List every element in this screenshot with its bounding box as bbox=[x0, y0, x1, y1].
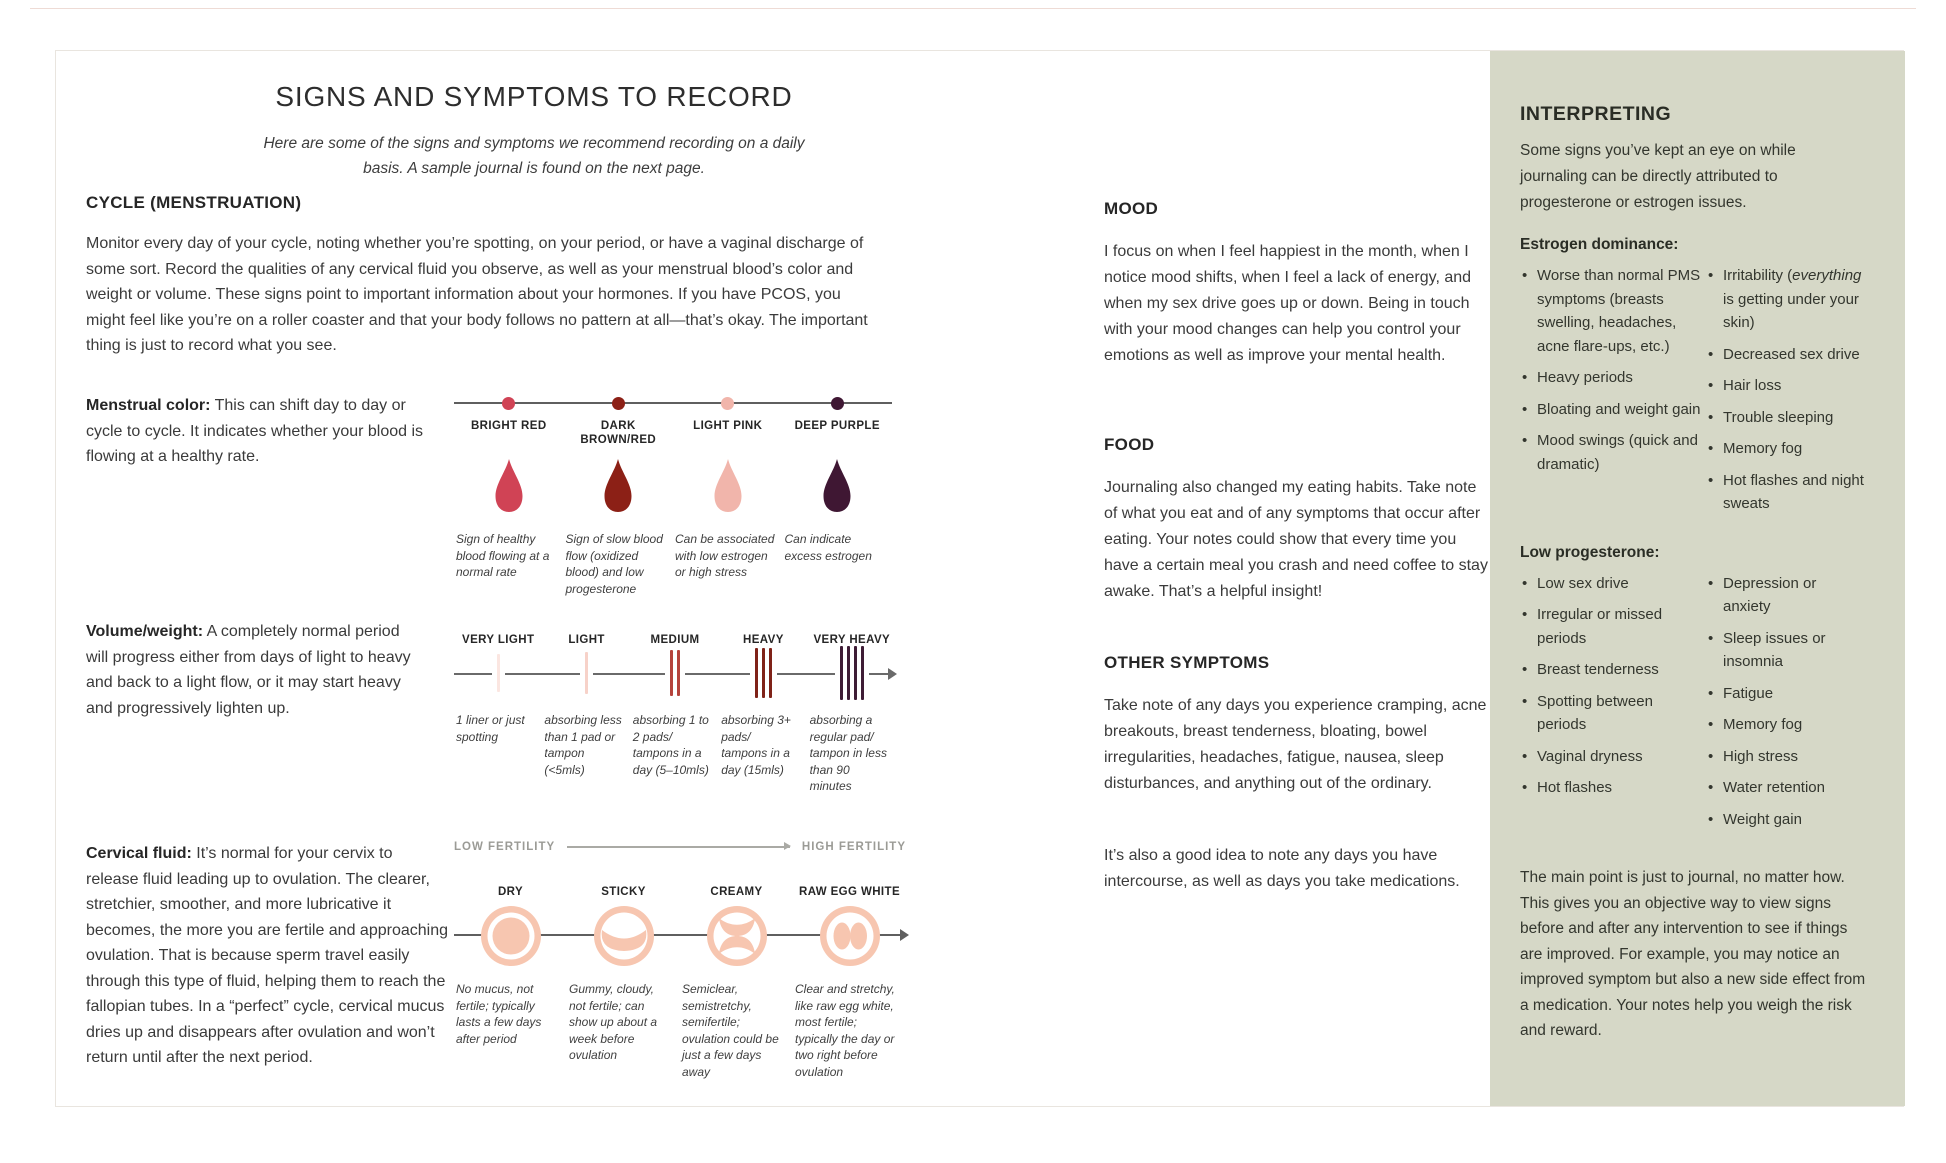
bullet-item: • Hot flashes and night sweats bbox=[1706, 469, 1867, 516]
section-heading-cycle: CYCLE (MENSTRUATION) bbox=[86, 193, 302, 212]
cycle-intro-paragraph: Monitor every day of your cycle, noting whether you’re spotting, on your period, or have a vaginal discharge of some sort. Record the qualities of any cervical fluid you observe, as well as your menstrual blood’s color and weight or volume. These signs point to important information about your hormones. If you have PCOS, you might feel like you’re on a roller coaster and that your body follows no pattern at all—that’s okay. The important thing is just to record what you see. bbox=[86, 235, 868, 354]
volume-scale-description: absorbing 3+ pads/ tampons in a day (15mls) bbox=[721, 713, 791, 777]
bullet-item: • Fatigue bbox=[1706, 682, 1867, 706]
volume-scale-description: 1 liner or just spotting bbox=[456, 713, 525, 744]
volume-scale-description: absorbing 1 to 2 pads/ tampons in a day (5–10mls) bbox=[632, 713, 709, 777]
volume-scale-description: absorbing a regular pad/ tampon in less than 90 minutes bbox=[809, 713, 887, 793]
section-heading-mood: MOOD bbox=[1104, 199, 1159, 218]
other-symptoms-paragraph-1: Take note of any days you experience cramping, acne breakouts, breast tenderness, bloating, bowel irregularities, headaches, fatigue, nausea, sleep disturbances, and anything out of the ordinary. bbox=[1104, 697, 1487, 792]
volume-scale-columns bbox=[454, 613, 896, 795]
page-title: SIGNS AND SYMPTOMS TO RECORD bbox=[275, 81, 793, 112]
fluid-scale-label: CREAMY bbox=[710, 886, 763, 898]
volume-scale-diagram bbox=[454, 613, 896, 795]
color-scale-description: Can be associated with low estrogen or high stress bbox=[675, 532, 775, 579]
volume-scale-label: VERY HEAVY bbox=[813, 634, 891, 646]
blood-drop-icon bbox=[711, 457, 745, 515]
bullet-item: • Low sex drive bbox=[1520, 572, 1702, 596]
fluid-scale-description: No mucus, not fertile; typically lasts a few days after period bbox=[456, 982, 542, 1046]
cervical-fluid-diagram bbox=[454, 839, 906, 1080]
menstrual-color-text bbox=[86, 393, 438, 470]
estrogen-dominance-heading: Estrogen dominance: bbox=[1520, 236, 1679, 253]
color-scale-description: Can indicate excess estrogen bbox=[784, 532, 872, 563]
page-top-rule bbox=[30, 8, 1916, 9]
volume-scale-item bbox=[631, 613, 719, 795]
volume-tick-bar bbox=[840, 646, 843, 700]
fluid-scale-columns bbox=[454, 863, 906, 1080]
volume-scale-label: HEAVY bbox=[743, 634, 784, 646]
cervical-fluid-desc: It’s normal for your cervix to release fluid leading up to ovulation. The clearer, stretchier, smoother, and more lubricative it becomes, the more you are fertile and approaching ovulation. That is because sperm travel easily through this type of fluid, helping them to reach the fallopian tubes. In a “perfect” cycle, cervical mucus dries up and disappears after ovulation and won’t return until after the next period. bbox=[86, 845, 448, 1066]
volume-marker-row bbox=[492, 647, 505, 699]
fluid-scale-item bbox=[567, 863, 680, 1080]
bullet-item: • Vaginal dryness bbox=[1520, 745, 1702, 769]
bullet-item: • Weight gain bbox=[1706, 808, 1867, 832]
fluid-scale-label: RAW EGG WHITE bbox=[798, 886, 901, 898]
progesterone-list-col2 bbox=[1706, 572, 1867, 840]
volume-tick-bar bbox=[847, 646, 850, 700]
volume-tick-bar bbox=[497, 654, 500, 692]
dry-icon bbox=[480, 901, 542, 971]
fertility-arrow-icon bbox=[567, 846, 790, 848]
fluid-scale-label: DRY bbox=[497, 886, 524, 898]
volume-weight-desc: A completely normal period will progress either from days of light to heavy and back to a light flow, or it may start heavy and progressively lighten up. bbox=[86, 623, 411, 717]
blood-drop-icon bbox=[601, 457, 635, 515]
bullet-item: • Breast tenderness bbox=[1520, 658, 1702, 682]
menstrual-color-label: Menstrual color: bbox=[86, 397, 211, 414]
bullet-item: • Depression or anxiety bbox=[1706, 572, 1867, 619]
volume-scale-item bbox=[719, 613, 807, 795]
fluid-scale-description: Gummy, cloudy, not fertile; can show up about a week before ovulation bbox=[569, 982, 658, 1062]
high-fertility-label: HIGH FERTILITY bbox=[801, 841, 906, 853]
fertility-scale-header bbox=[454, 839, 906, 855]
color-scale-dot-icon bbox=[502, 397, 515, 410]
section-heading-food: FOOD bbox=[1104, 435, 1155, 454]
color-scale-label: LIGHT PINK bbox=[693, 420, 763, 432]
volume-tick-bar bbox=[861, 646, 864, 700]
volume-tick-bar bbox=[755, 648, 758, 698]
low-progesterone-heading: Low progesterone: bbox=[1520, 543, 1660, 561]
fluid-scale-item bbox=[454, 863, 567, 1080]
volume-tick-icon bbox=[665, 650, 685, 696]
volume-tick-bar bbox=[585, 652, 588, 694]
fluid-scale-item bbox=[680, 863, 793, 1080]
bullet-item: • Memory fog bbox=[1706, 713, 1867, 737]
color-scale-item bbox=[454, 389, 564, 597]
food-paragraph: Journaling also changed my eating habits. Take note of what you eat and of any symptoms that occur after eating. Your notes could show that every time you have a certain meal you crash and need coffee to stay awake. That’s a helpful insight! bbox=[1104, 479, 1488, 600]
cervical-fluid-text bbox=[86, 841, 448, 1071]
volume-scale-label: LIGHT bbox=[568, 634, 605, 646]
bullet-item: • Trouble sleeping bbox=[1706, 406, 1867, 430]
color-scale-label: DEEP PURPLE bbox=[794, 420, 880, 432]
volume-scale-item bbox=[808, 613, 896, 795]
volume-tick-bar bbox=[670, 650, 673, 696]
menstrual-color-desc: This can shift day to day or cycle to cycle. It indicates whether your blood is flowing at a healthy rate. bbox=[86, 397, 424, 465]
page-card bbox=[55, 50, 1904, 1107]
sticky-icon bbox=[593, 901, 655, 971]
mood-paragraph: I focus on when I feel happiest in the month, when I notice mood shifts, when I feel a lack of energy, and when my sex drive goes up or down. Being in touch with your mood changes can help you control your emotions as well as improve your mental health. bbox=[1104, 243, 1472, 364]
estrogen-dominance-lists bbox=[1520, 264, 1867, 524]
fluid-scale-description: Semiclear, semistretchy, semifertile; ovulation could be just a few days away bbox=[682, 982, 779, 1079]
fluid-scale-description: Clear and stretchy, like raw egg white, most fertile; typically the day or two right before ovulation bbox=[795, 982, 895, 1079]
volume-tick-bar bbox=[677, 650, 680, 696]
sidebar-outro: The main point is just to journal, no matter how. This gives you an objective way to view signs before and after any intervention to see if things are improved. For example, you may notice an improved symptom but also a new side effect from a medication. Your notes help you weigh the risk and reward. bbox=[1520, 869, 1866, 1039]
bullet-item: • Water retention bbox=[1706, 776, 1867, 800]
bullet-item: • Irregular or missed periods bbox=[1520, 603, 1702, 650]
creamy-icon bbox=[706, 901, 768, 971]
color-scale-item bbox=[783, 389, 893, 597]
estrogen-list-col2 bbox=[1706, 264, 1867, 524]
bullet-item: • Spotting between periods bbox=[1520, 690, 1702, 737]
volume-marker-row bbox=[750, 647, 777, 699]
volume-tick-bar bbox=[854, 646, 857, 700]
section-heading-other-symptoms: OTHER SYMPTOMS bbox=[1104, 653, 1270, 672]
volume-tick-icon bbox=[580, 652, 593, 694]
volume-scale-label: MEDIUM bbox=[650, 634, 700, 646]
volume-scale-label: VERY LIGHT bbox=[462, 634, 535, 646]
egg-white-icon bbox=[819, 901, 881, 971]
page-subtitle: Here are some of the signs and symptoms we recommend recording on a daily basis. A sample journal is found on the next page. bbox=[263, 135, 805, 177]
bullet-item: • Irritability (everything is getting under your skin) bbox=[1706, 264, 1867, 335]
color-scale-item bbox=[564, 389, 674, 597]
volume-weight-text bbox=[86, 619, 426, 721]
volume-scale-description: absorbing less than 1 pad or tampon (<5mls) bbox=[544, 713, 622, 777]
volume-scale-item bbox=[542, 613, 630, 795]
blood-drop-icon bbox=[492, 457, 526, 515]
color-scale-label: DARK BROWN/RED bbox=[580, 420, 657, 446]
color-scale-dot-icon bbox=[831, 397, 844, 410]
volume-tick-icon bbox=[750, 648, 777, 698]
other-symptoms-paragraph-2: It’s also a good idea to note any days you have intercourse, as well as days you take medications. bbox=[1104, 847, 1460, 890]
bullet-item: • Bloating and weight gain bbox=[1520, 398, 1702, 422]
fluid-scale-label: STICKY bbox=[601, 886, 646, 898]
volume-marker-row bbox=[835, 647, 869, 699]
bullet-item: • Memory fog bbox=[1706, 437, 1867, 461]
bullet-item: • Decreased sex drive bbox=[1706, 343, 1867, 367]
bullet-item: • Heavy periods bbox=[1520, 366, 1702, 390]
bullet-item: • Mood swings (quick and dramatic) bbox=[1520, 429, 1702, 476]
color-scale-dot-icon bbox=[721, 397, 734, 410]
color-scale-dot-icon bbox=[612, 397, 625, 410]
progesterone-list-col1 bbox=[1520, 572, 1702, 840]
menstrual-color-diagram bbox=[454, 389, 892, 597]
color-scale-description: Sign of healthy blood flowing at a normal rate bbox=[456, 532, 550, 579]
volume-scale-item bbox=[454, 613, 542, 795]
volume-marker-row bbox=[665, 647, 685, 699]
cervical-fluid-label: Cervical fluid: bbox=[86, 845, 192, 862]
low-progesterone-lists bbox=[1520, 572, 1867, 840]
estrogen-list-col1 bbox=[1520, 264, 1702, 524]
bullet-item: • Worse than normal PMS symptoms (breasts swelling, headaches, acne flare-ups, etc.) bbox=[1520, 264, 1702, 358]
bullet-item: • High stress bbox=[1706, 745, 1867, 769]
volume-tick-icon bbox=[492, 654, 505, 692]
volume-tick-icon bbox=[835, 646, 869, 700]
sidebar-heading: INTERPRETING bbox=[1520, 103, 1672, 125]
sidebar-intro: Some signs you’ve kept an eye on while journaling can be directly attributed to progesterone or estrogen issues. bbox=[1520, 142, 1796, 211]
volume-tick-bar bbox=[762, 648, 765, 698]
blood-drop-icon bbox=[820, 457, 854, 515]
color-scale-description: Sign of slow blood flow (oxidized blood) and low progesterone bbox=[565, 532, 663, 596]
fluid-scale-item bbox=[793, 863, 906, 1080]
volume-weight-label: Volume/weight: bbox=[86, 623, 204, 640]
low-fertility-label: LOW FERTILITY bbox=[454, 841, 556, 853]
color-scale-columns bbox=[454, 389, 892, 597]
bullet-item: • Hot flashes bbox=[1520, 776, 1702, 800]
color-scale-label: BRIGHT RED bbox=[470, 420, 547, 432]
interpreting-sidebar bbox=[1490, 51, 1905, 1106]
bullet-item: • Hair loss bbox=[1706, 374, 1867, 398]
color-scale-item bbox=[673, 389, 783, 597]
bullet-item: • Sleep issues or insomnia bbox=[1706, 627, 1867, 674]
volume-tick-bar bbox=[769, 648, 772, 698]
volume-marker-row bbox=[580, 647, 593, 699]
